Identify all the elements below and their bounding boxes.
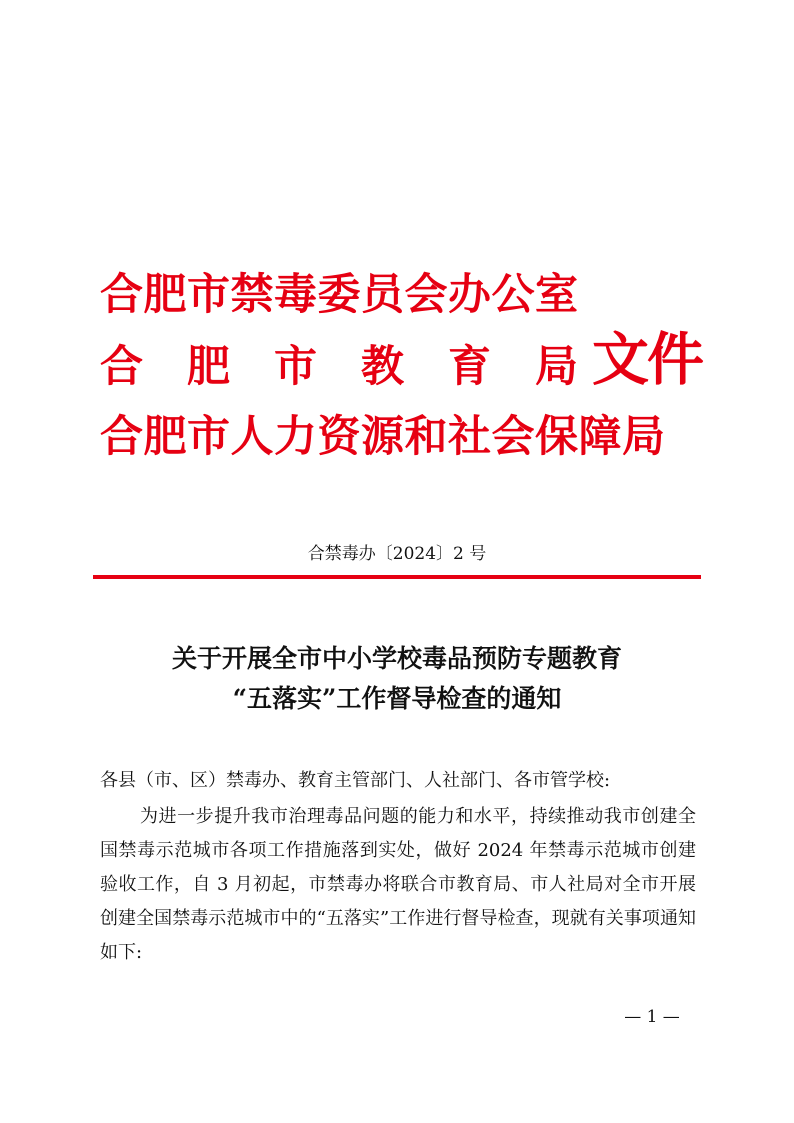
issuer-line-2 — [100, 340, 578, 394]
issuer-line-2-char: 育 — [448, 342, 491, 392]
salutation: 各县（市、区）禁毒办、教育主管部门、人社部门、各市管学校: — [100, 770, 611, 791]
red-divider-line — [93, 575, 701, 579]
issuer-line-2-char: 合 — [100, 342, 143, 392]
issuer-line-2-char: 教 — [361, 342, 404, 392]
issuer-line-2-char: 局 — [535, 342, 578, 392]
document-number: 合禁毒办〔2024〕2 号 — [307, 544, 487, 564]
issuer-line-3: 合肥市人力资源和社会保障局 — [100, 412, 666, 462]
page-number: — 1 — — [624, 1007, 680, 1027]
body-paragraph: 为进一步提升我市治理毒品问题的能力和水平，持续推动我市创建全国禁毒示范城市各项工作措施落到实处，做好 2024 年禁毒示范城市创建验收工作，自 3 月初起，市禁毒办将联合市教育局、市人社局对全市开展创建全国禁毒示范城市中的“五落实”工作进行督导检查，现就有关事项通知如下: — [100, 806, 696, 963]
notice-title-line-2: “五落实”工作督导检查的通知 — [232, 684, 562, 713]
notice-title-line-1: 关于开展全市中小学校毒品预防专题教育 — [171, 644, 622, 673]
issuer-line-2-char: 肥 — [187, 342, 230, 392]
issuer-line-1: 合肥市禁毒委员会办公室 — [100, 270, 579, 320]
issuer-line-2-char: 市 — [274, 342, 317, 392]
document-type-mark: 文件 — [592, 326, 702, 393]
